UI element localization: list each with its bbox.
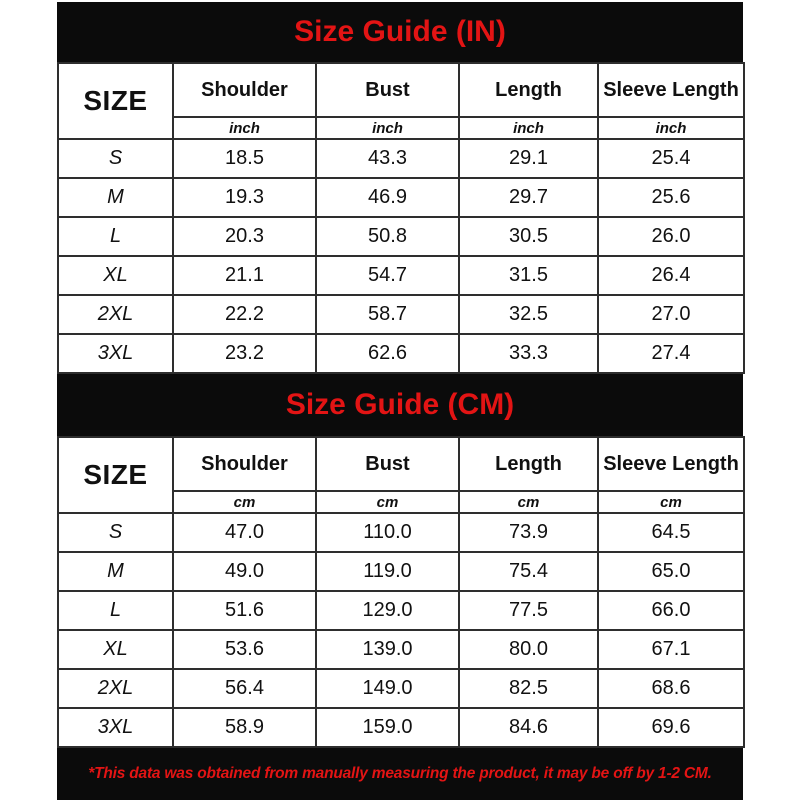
unit-label: inch	[598, 117, 744, 139]
cell-value: 27.0	[598, 295, 744, 334]
size-label: M	[58, 178, 173, 217]
table-row-xl	[58, 630, 744, 669]
cell-value: 65.0	[598, 552, 744, 591]
column-header-bust: Bust	[316, 437, 459, 491]
size-label: L	[58, 217, 173, 256]
cell-value: 159.0	[316, 708, 459, 747]
cell-value: 80.0	[459, 630, 598, 669]
column-header-sleeve-length: Sleeve Length	[598, 63, 744, 117]
cell-value: 58.9	[173, 708, 316, 747]
cell-value: 46.9	[316, 178, 459, 217]
table-row-s	[58, 139, 744, 178]
size-table-cm	[57, 436, 745, 748]
cell-value: 68.6	[598, 669, 744, 708]
cell-value: 47.0	[173, 513, 316, 552]
cell-value: 30.5	[459, 217, 598, 256]
cell-value: 27.4	[598, 334, 744, 373]
cell-value: 56.4	[173, 669, 316, 708]
table-header-row	[58, 437, 744, 491]
cell-value: 69.6	[598, 708, 744, 747]
cell-value: 73.9	[459, 513, 598, 552]
size-label: XL	[58, 256, 173, 295]
size-label: S	[58, 513, 173, 552]
cell-value: 49.0	[173, 552, 316, 591]
cell-value: 149.0	[316, 669, 459, 708]
size-table-in	[57, 62, 745, 374]
cell-value: 31.5	[459, 256, 598, 295]
table-row-3xl	[58, 334, 744, 373]
cell-value: 139.0	[316, 630, 459, 669]
size-label: 2XL	[58, 295, 173, 334]
size-label: M	[58, 552, 173, 591]
cell-value: 32.5	[459, 295, 598, 334]
cell-value: 22.2	[173, 295, 316, 334]
cell-value: 58.7	[316, 295, 459, 334]
column-header-bust: Bust	[316, 63, 459, 117]
size-guide-sheet	[57, 2, 743, 800]
cell-value: 53.6	[173, 630, 316, 669]
table-row-m	[58, 178, 744, 217]
cell-value: 29.7	[459, 178, 598, 217]
measurement-disclaimer-text: *This data was obtained from manually measuring the product, it may be off by 1-2 CM.	[88, 765, 712, 782]
table-row-s	[58, 513, 744, 552]
cell-value: 119.0	[316, 552, 459, 591]
cell-value: 20.3	[173, 217, 316, 256]
cell-value: 19.3	[173, 178, 316, 217]
column-header-length: Length	[459, 63, 598, 117]
unit-label: inch	[173, 117, 316, 139]
unit-label: cm	[459, 491, 598, 513]
cell-value: 67.1	[598, 630, 744, 669]
cell-value: 23.2	[173, 334, 316, 373]
cell-value: 50.8	[316, 217, 459, 256]
cell-value: 62.6	[316, 334, 459, 373]
size-guide-cm-title: Size Guide (CM)	[285, 388, 515, 421]
table-row-3xl	[58, 708, 744, 747]
cell-value: 25.4	[598, 139, 744, 178]
unit-label: inch	[459, 117, 598, 139]
unit-label: cm	[598, 491, 744, 513]
size-label: XL	[58, 630, 173, 669]
table-row-l	[58, 217, 744, 256]
size-column-header: SIZE	[58, 437, 173, 513]
cell-value: 43.3	[316, 139, 459, 178]
cell-value: 64.5	[598, 513, 744, 552]
size-guide-in-title: Size Guide (IN)	[294, 15, 506, 48]
size-label: 2XL	[58, 669, 173, 708]
cell-value: 110.0	[316, 513, 459, 552]
cell-value: 29.1	[459, 139, 598, 178]
size-label: 3XL	[58, 708, 173, 747]
size-guide-cm-title-bar	[57, 374, 743, 436]
unit-label: cm	[316, 491, 459, 513]
cell-value: 129.0	[316, 591, 459, 630]
cell-value: 25.6	[598, 178, 744, 217]
cell-value: 26.0	[598, 217, 744, 256]
unit-label: inch	[316, 117, 459, 139]
size-label: S	[58, 139, 173, 178]
cell-value: 82.5	[459, 669, 598, 708]
size-column-header: SIZE	[58, 63, 173, 139]
cell-value: 54.7	[316, 256, 459, 295]
cell-value: 33.3	[459, 334, 598, 373]
cell-value: 66.0	[598, 591, 744, 630]
table-row-xl	[58, 256, 744, 295]
cell-value: 26.4	[598, 256, 744, 295]
column-header-shoulder: Shoulder	[173, 437, 316, 491]
cell-value: 84.6	[459, 708, 598, 747]
size-label: L	[58, 591, 173, 630]
cell-value: 21.1	[173, 256, 316, 295]
size-label: 3XL	[58, 334, 173, 373]
table-row-m	[58, 552, 744, 591]
cell-value: 77.5	[459, 591, 598, 630]
size-guide-in-title-bar	[57, 2, 743, 62]
table-row-2xl	[58, 669, 744, 708]
column-header-length: Length	[459, 437, 598, 491]
table-row-l	[58, 591, 744, 630]
table-row-2xl	[58, 295, 744, 334]
unit-label: cm	[173, 491, 316, 513]
cell-value: 18.5	[173, 139, 316, 178]
table-header-row	[58, 63, 744, 117]
column-header-shoulder: Shoulder	[173, 63, 316, 117]
cell-value: 51.6	[173, 591, 316, 630]
measurement-disclaimer-bar	[57, 748, 743, 800]
column-header-sleeve-length: Sleeve Length	[598, 437, 744, 491]
cell-value: 75.4	[459, 552, 598, 591]
